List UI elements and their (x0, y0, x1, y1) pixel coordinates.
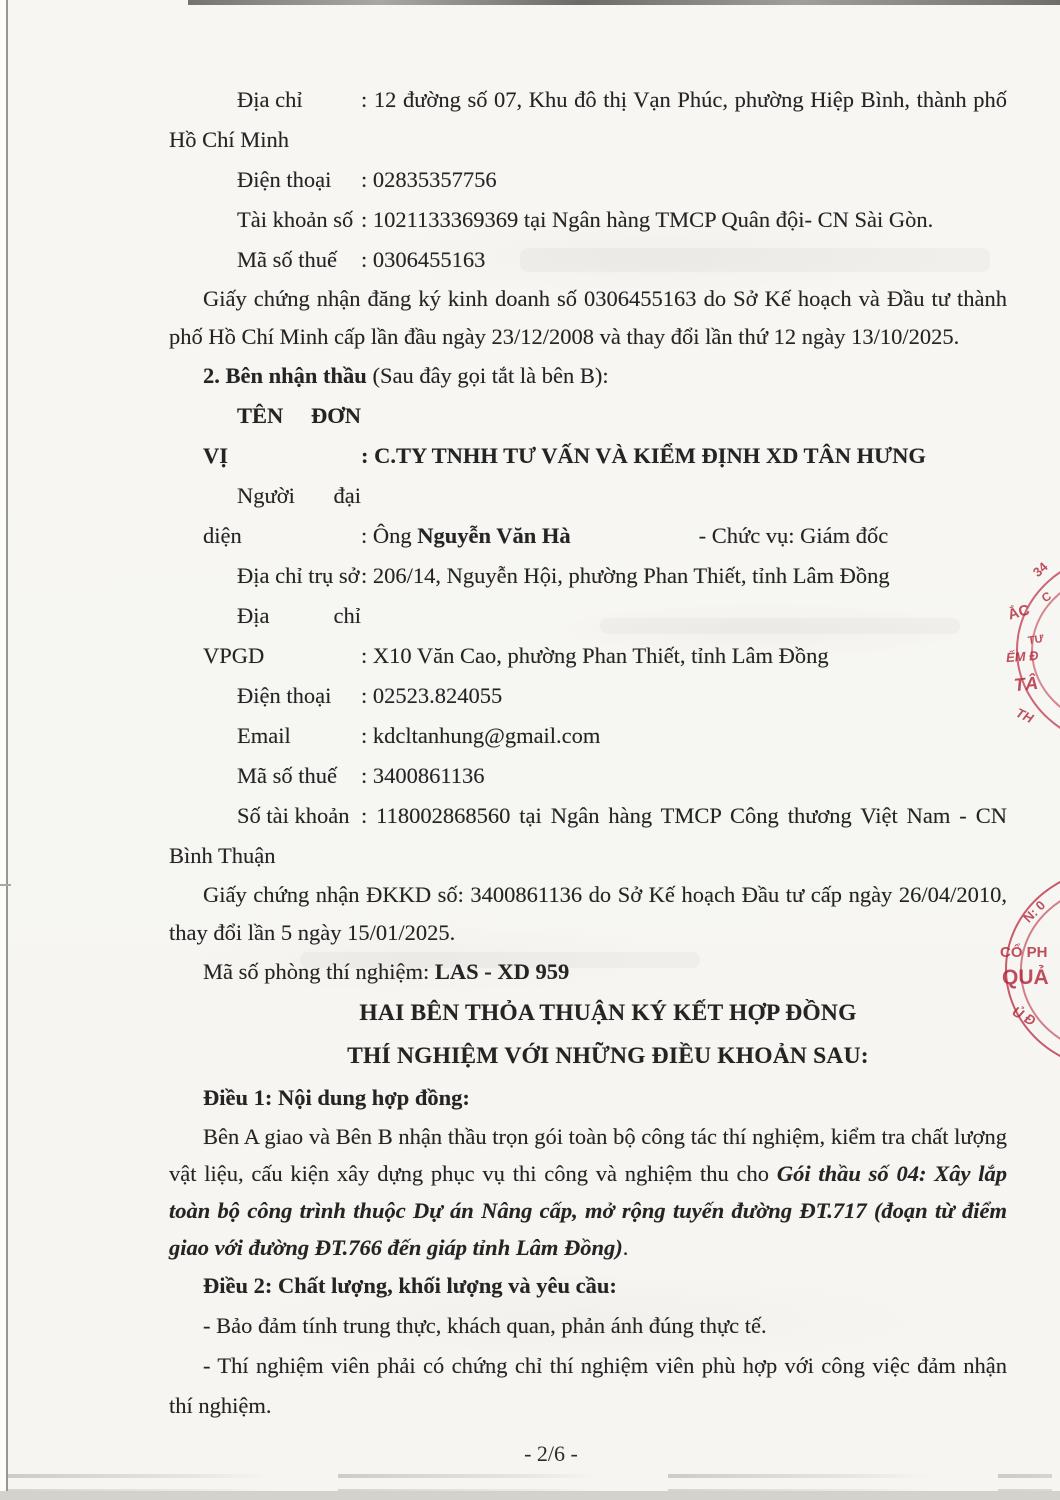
party-a-phone-row (169, 160, 1007, 200)
seal-text-fragment: QUẢ (1002, 966, 1049, 989)
field-label: Số tài khoản (237, 803, 350, 828)
scan-artifact (0, 884, 11, 886)
section-note: (Sau đây gọi tắt là bên B): (366, 363, 609, 388)
field-label: Email (237, 723, 291, 748)
red-seal-fragment-upper (1006, 550, 1060, 750)
party-b-registration-note: Giấy chứng nhận ĐKKD số: 3400861136 do Sở Kế hoạch Đầu tư cấp ngày 26/04/2010, thay đổi lần 5 ngày 15/01/2025. (169, 882, 1007, 945)
party-b-office-row (169, 596, 1007, 676)
field-value: : 12 đường số 07, Khu đô thị Vạn Phúc, phường Hiệp Bình, thành phố Hồ Chí Minh (169, 87, 1007, 152)
scan-artifact (8, 1474, 1052, 1478)
article1-package-name: Gói thầu số 04: Xây lắp toàn bộ công trình thuộc Dự án Nâng cấp, mở rộng tuyến đường ĐT.717 (đoạn từ điểm giao với đường ĐT.766 đến giáp tỉnh Lâm Đồng) (169, 1161, 1007, 1260)
red-seal-fragment-lower (1000, 860, 1060, 1062)
seal-text-fragment: Ủ Đ (1009, 1003, 1039, 1029)
scan-top-edge (188, 0, 1060, 5)
representative-name: Nguyễn Văn Hà (417, 523, 571, 548)
seal-text-fragment: C (1039, 588, 1054, 606)
field-value: : 02523.824055 (361, 683, 503, 708)
scan-left-edge (0, 0, 8, 1500)
article2-title: Điều 2: Chất lượng, khối lượng và yêu cầu: (203, 1273, 617, 1298)
article1-period: . (622, 1235, 629, 1260)
field-label: Địa chỉ VPGD (203, 603, 361, 668)
party-b-unit-row (169, 396, 1007, 476)
scan-bottom-edge (0, 1491, 1060, 1500)
party-b-tax-row (169, 756, 1007, 796)
field-value: : 118002868560 tại Ngân hàng TMCP Công thương Việt Nam - CN Bình Thuận (169, 803, 1007, 868)
seal-text-fragment: TƯ (1027, 632, 1045, 648)
lab-code-value: LAS - XD 959 (434, 959, 570, 984)
representative-position: - Chức vụ: Giám đốc (698, 523, 889, 548)
document-content (169, 80, 1007, 1426)
party-a-tax-row (169, 240, 1007, 280)
party-b-section-heading (169, 356, 1007, 396)
article2-bullet: - Bảo đảm tính trung thực, khách quan, phản ánh đúng thực tế. (203, 1313, 767, 1338)
party-a-address-row (169, 80, 1007, 160)
field-label: Địa chỉ (237, 87, 303, 112)
seal-text-fragment: CỔ PH (1000, 944, 1048, 961)
article1-title: Điều 1: Nội dung hợp đồng: (203, 1085, 470, 1110)
seal-text-fragment: ẾM Đ (1006, 647, 1039, 666)
article2-bullet: - Thí nghiệm viên phải có chứng chỉ thí nghiệm viên phù hợp với công việc đảm nhận thí nghiệm. (169, 1353, 1007, 1418)
party-b-phone-row (169, 676, 1007, 716)
lab-code-row (169, 952, 1007, 992)
agreement-heading-line2: THÍ NGHIỆM VỚI NHỮNG ĐIỀU KHOẢN SAU: (347, 1043, 869, 1069)
party-a-account-row (169, 200, 1007, 240)
page-number: - 2/6 - (524, 1441, 578, 1466)
party-b-representative-row (169, 476, 1007, 556)
field-value: : 0306455163 (361, 247, 486, 272)
field-label: TÊN ĐƠN VỊ (203, 403, 361, 468)
section-title: 2. Bên nhận thầu (203, 363, 367, 388)
field-label: Điện thoại (237, 167, 332, 192)
field-value: : 1021133369369 tại Ngân hàng TMCP Quân đội- CN Sài Gòn. (361, 207, 934, 232)
field-label: Mã số thuế (237, 763, 337, 788)
field-label: Tài khoản số (237, 207, 354, 232)
seal-text-fragment: TH (1013, 704, 1036, 727)
field-value-prefix: : Ông (361, 523, 418, 548)
seal-text-fragment: ẮC (1006, 601, 1032, 624)
field-value: : C.TY TNHH TƯ VẤN VÀ KIỂM ĐỊNH XD TÂN HƯNG (361, 443, 926, 468)
field-value: : 02835357756 (361, 167, 497, 192)
article1-body (169, 1118, 1007, 1266)
field-label: Địa chỉ trụ sở (237, 563, 360, 588)
field-value: : kdcltanhung@gmail.com (361, 723, 601, 748)
party-b-account-row (169, 796, 1007, 876)
article1-text: Bên A giao và Bên B nhận thầu trọn gói toàn bộ công tác thí nghiệm, kiểm tra chất lượng vật liệu, cấu kiện xây dựng phục vụ thi công và nghiệm thu cho (169, 1124, 1007, 1186)
field-value: : X10 Văn Cao, phường Phan Thiết, tỉnh Lâm Đồng (361, 643, 829, 668)
seal-text-fragment: N: 0 (1020, 897, 1049, 926)
lab-code-label: Mã số phòng thí nghiệm: (203, 959, 435, 984)
field-value: : 206/14, Nguyễn Hội, phường Phan Thiết, tỉnh Lâm Đồng (361, 563, 890, 588)
field-label: Điện thoại (237, 683, 332, 708)
party-b-head-office-row (169, 556, 1007, 596)
party-b-email-row (169, 716, 1007, 756)
field-label: Người đại diện (203, 483, 361, 548)
seal-text-fragment: TÂ (1012, 672, 1039, 696)
party-a-registration-note: Giấy chứng nhận đăng ký kinh doanh số 0306455163 do Sở Kế hoạch và Đầu tư thành phố Hồ Chí Minh cấp lần đầu ngày 23/12/2008 và thay đổi lần thứ 12 ngày 13/10/2025. (169, 286, 1007, 349)
agreement-heading-line1: HAI BÊN THỎA THUẬN KÝ KẾT HỢP ĐỒNG (359, 1000, 857, 1026)
field-value: : 3400861136 (361, 763, 485, 788)
field-label: Mã số thuế (237, 247, 337, 272)
seal-text-fragment: 34 (1029, 559, 1051, 580)
